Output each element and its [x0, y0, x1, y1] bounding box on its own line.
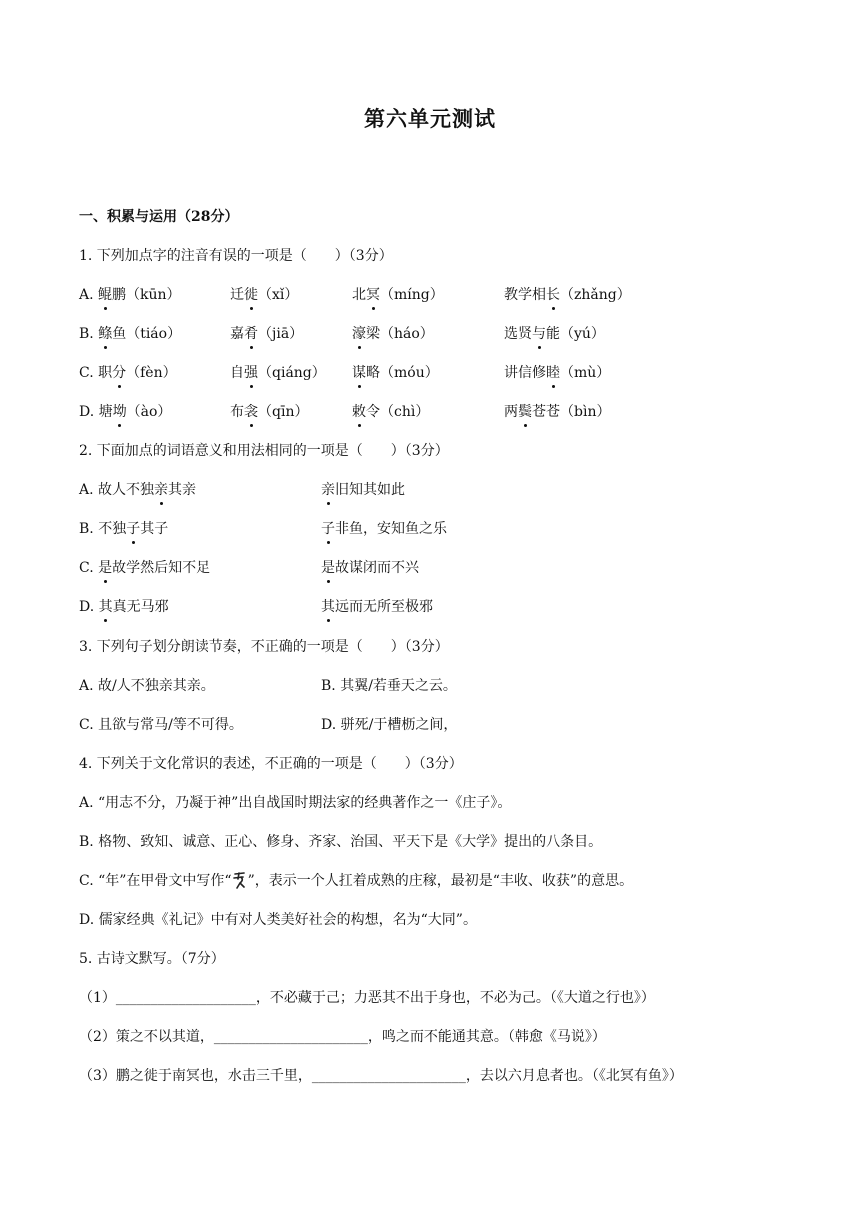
dotted-character: 其: [321, 599, 335, 615]
dotted-character: 其: [98, 599, 113, 615]
option-text-after: （qiáng）: [258, 365, 326, 381]
option-text-after: 鱼（tiáo）: [112, 326, 182, 342]
question-1-option-cell: [230, 324, 303, 344]
question-1-option-cell: [79, 324, 181, 344]
dotted-character: 分: [112, 365, 127, 381]
option-text-before: 北: [352, 287, 366, 303]
option-text-after: 其子: [140, 521, 169, 537]
option-text-after: 非鱼，安知鱼之乐: [335, 521, 447, 537]
option-text-after: （xǐ）: [258, 287, 299, 303]
dotted-character: 谋: [352, 365, 366, 381]
option-text-before: A.: [79, 287, 99, 303]
option-text-after: 其亲: [168, 482, 197, 498]
option-text-after: （jiā）: [258, 326, 304, 342]
question-1-stem: 1. 下列加点字的注音有误的一项是（ ）（3分）: [79, 248, 393, 264]
question-1-option-cell: [230, 285, 298, 305]
question-3-stem: 3. 下列句子划分朗读节奏，不正确的一项是（ ）（3分）: [79, 639, 449, 655]
option-text-before: 嘉: [230, 326, 244, 342]
dotted-character: 鲲: [98, 287, 113, 303]
question-4-option-a: A. “用志不分，乃凝于神”出自战国时期法家的经典著作之一《庄子》。: [79, 795, 512, 811]
dotted-character: 坳: [112, 404, 127, 420]
option-text-before: C.: [79, 560, 99, 576]
option-text-after: （zhǎng）: [560, 287, 631, 303]
question-5-item-1: （1）____________________，不必藏于己；力恶其不出于身也，不必为己。（《大道之行也》）: [79, 990, 655, 1006]
dotted-character: 是: [98, 560, 113, 576]
question-1-option-cell: [352, 324, 434, 344]
question-1-option-cell: [504, 363, 610, 383]
option-text-after: （fèn）: [126, 365, 177, 381]
dotted-character: 敕: [352, 404, 366, 420]
dotted-character: 冥: [366, 287, 380, 303]
option-text-after: （qīn）: [258, 404, 309, 420]
question-1-option-cell: [79, 402, 171, 422]
dotted-character: 濠: [352, 326, 366, 342]
question-4-option-c-text-before: C. “年”在甲骨文中写作“: [79, 873, 232, 889]
question-1-option-cell: [79, 285, 181, 305]
dotted-character: 衾: [244, 404, 258, 420]
option-text-after: 旧知其如此: [335, 482, 405, 498]
question-1-option-cell: [352, 363, 439, 383]
option-text-after: 梁（háo）: [366, 326, 434, 342]
question-4-option-c: [79, 871, 633, 891]
option-text-before: 两: [504, 404, 518, 420]
option-text-before: B. 不独: [79, 521, 127, 537]
option-text-before: D. 塘: [79, 404, 113, 420]
dotted-character: 长: [546, 287, 560, 303]
question-1-option-cell: [504, 402, 610, 422]
question-2-option-cell: [79, 597, 169, 617]
dotted-character: 鬓: [518, 404, 532, 420]
option-text-before: A. 故人不独: [79, 482, 155, 498]
dotted-character: 是: [321, 560, 335, 576]
option-text-after: 令（chì）: [366, 404, 430, 420]
question-1-option-cell: [352, 285, 444, 305]
question-1-option-cell: [504, 324, 605, 344]
dotted-character: 肴: [244, 326, 258, 342]
oracle-bone-nian-glyph: [232, 871, 248, 889]
option-text-before: C. 职: [79, 365, 113, 381]
option-text-before: B.: [79, 326, 99, 342]
question-5-item-2: （2）策之不以其道，______________________，鸣之而不能通其意。（韩愈《马说》）: [79, 1029, 606, 1045]
dotted-character: 鲦: [98, 326, 113, 342]
dotted-character: 与: [532, 326, 546, 342]
option-text-after: 能（yú）: [546, 326, 605, 342]
question-1-option-cell: [504, 285, 631, 305]
question-4-stem: 4. 下列关于文化常识的表述，不正确的一项是（ ）（3分）: [79, 756, 463, 772]
option-text-before: 讲信修: [504, 365, 546, 381]
option-text-before: 教学相: [504, 287, 546, 303]
option-text-after: （ào）: [126, 404, 172, 420]
option-text-after: 真无马邪: [112, 599, 169, 615]
section-heading: 一、积累与运用（28分）: [79, 209, 239, 225]
dotted-character: 亲: [154, 482, 169, 498]
question-1-option-cell: [352, 402, 429, 422]
question-3-option: A. 故/人不独亲其亲。: [79, 678, 215, 694]
option-text-after: 略（móu）: [366, 365, 439, 381]
question-4-option-c-text-after: ”，表示一个人扛着成熟的庄稼，最初是“丰收、收获”的意思。: [247, 873, 634, 889]
question-3-option: C. 且欲与常马/等不可得。: [79, 717, 243, 733]
option-text-after: 远而无所至极邪: [335, 599, 433, 615]
question-2-option-cell: [321, 519, 447, 539]
dotted-character: 睦: [546, 365, 560, 381]
question-4-option-d: D. 儒家经典《礼记》中有对人类美好社会的构想，名为“大同”。: [79, 912, 477, 928]
option-text-after: （míng）: [380, 287, 444, 303]
dotted-character: 亲: [321, 482, 335, 498]
option-text-before: 自: [230, 365, 244, 381]
question-5-stem: 5. 古诗文默写。（7分）: [79, 951, 225, 967]
question-4-option-b: B. 格物、致知、诚意、正心、修身、齐家、治国、平天下是《大学》提出的八条目。: [79, 834, 603, 850]
question-2-option-cell: [321, 558, 419, 578]
question-2-stem: 2. 下面加点的词语意义和用法相同的一项是（ ）（3分）: [79, 443, 449, 459]
question-2-option-cell: [79, 558, 210, 578]
dotted-character: 徙: [244, 287, 258, 303]
option-text-after: 鹏（kūn）: [112, 287, 181, 303]
option-text-after: 苍苍（bìn）: [532, 404, 611, 420]
question-2-option-cell: [79, 480, 196, 500]
option-text-before: 布: [230, 404, 244, 420]
question-3-option: D. 骈死/于槽枥之间，: [321, 717, 458, 733]
page-title: 第六单元测试: [364, 106, 496, 131]
question-2-option-cell: [321, 480, 405, 500]
option-text-after: （mù）: [560, 365, 611, 381]
option-text-after: 故学然后知不足: [112, 560, 211, 576]
question-1-option-cell: [79, 363, 177, 383]
question-2-option-cell: [79, 519, 168, 539]
option-text-before: D.: [79, 599, 99, 615]
option-text-before: 迁: [230, 287, 244, 303]
option-text-after: 故谋闭而不兴: [335, 560, 419, 576]
question-5-item-3: （3）鹏之徙于南冥也，水击三千里，______________________，去以六月息者也。（《北冥有鱼》）: [79, 1068, 683, 1084]
dotted-character: 强: [244, 365, 258, 381]
question-1-option-cell: [230, 363, 326, 383]
question-3-option: B. 其翼/若垂天之云。: [321, 678, 457, 694]
option-text-before: 选贤: [504, 326, 532, 342]
dotted-character: 子: [126, 521, 141, 537]
question-1-option-cell: [230, 402, 308, 422]
dotted-character: 子: [321, 521, 335, 537]
question-2-option-cell: [321, 597, 433, 617]
